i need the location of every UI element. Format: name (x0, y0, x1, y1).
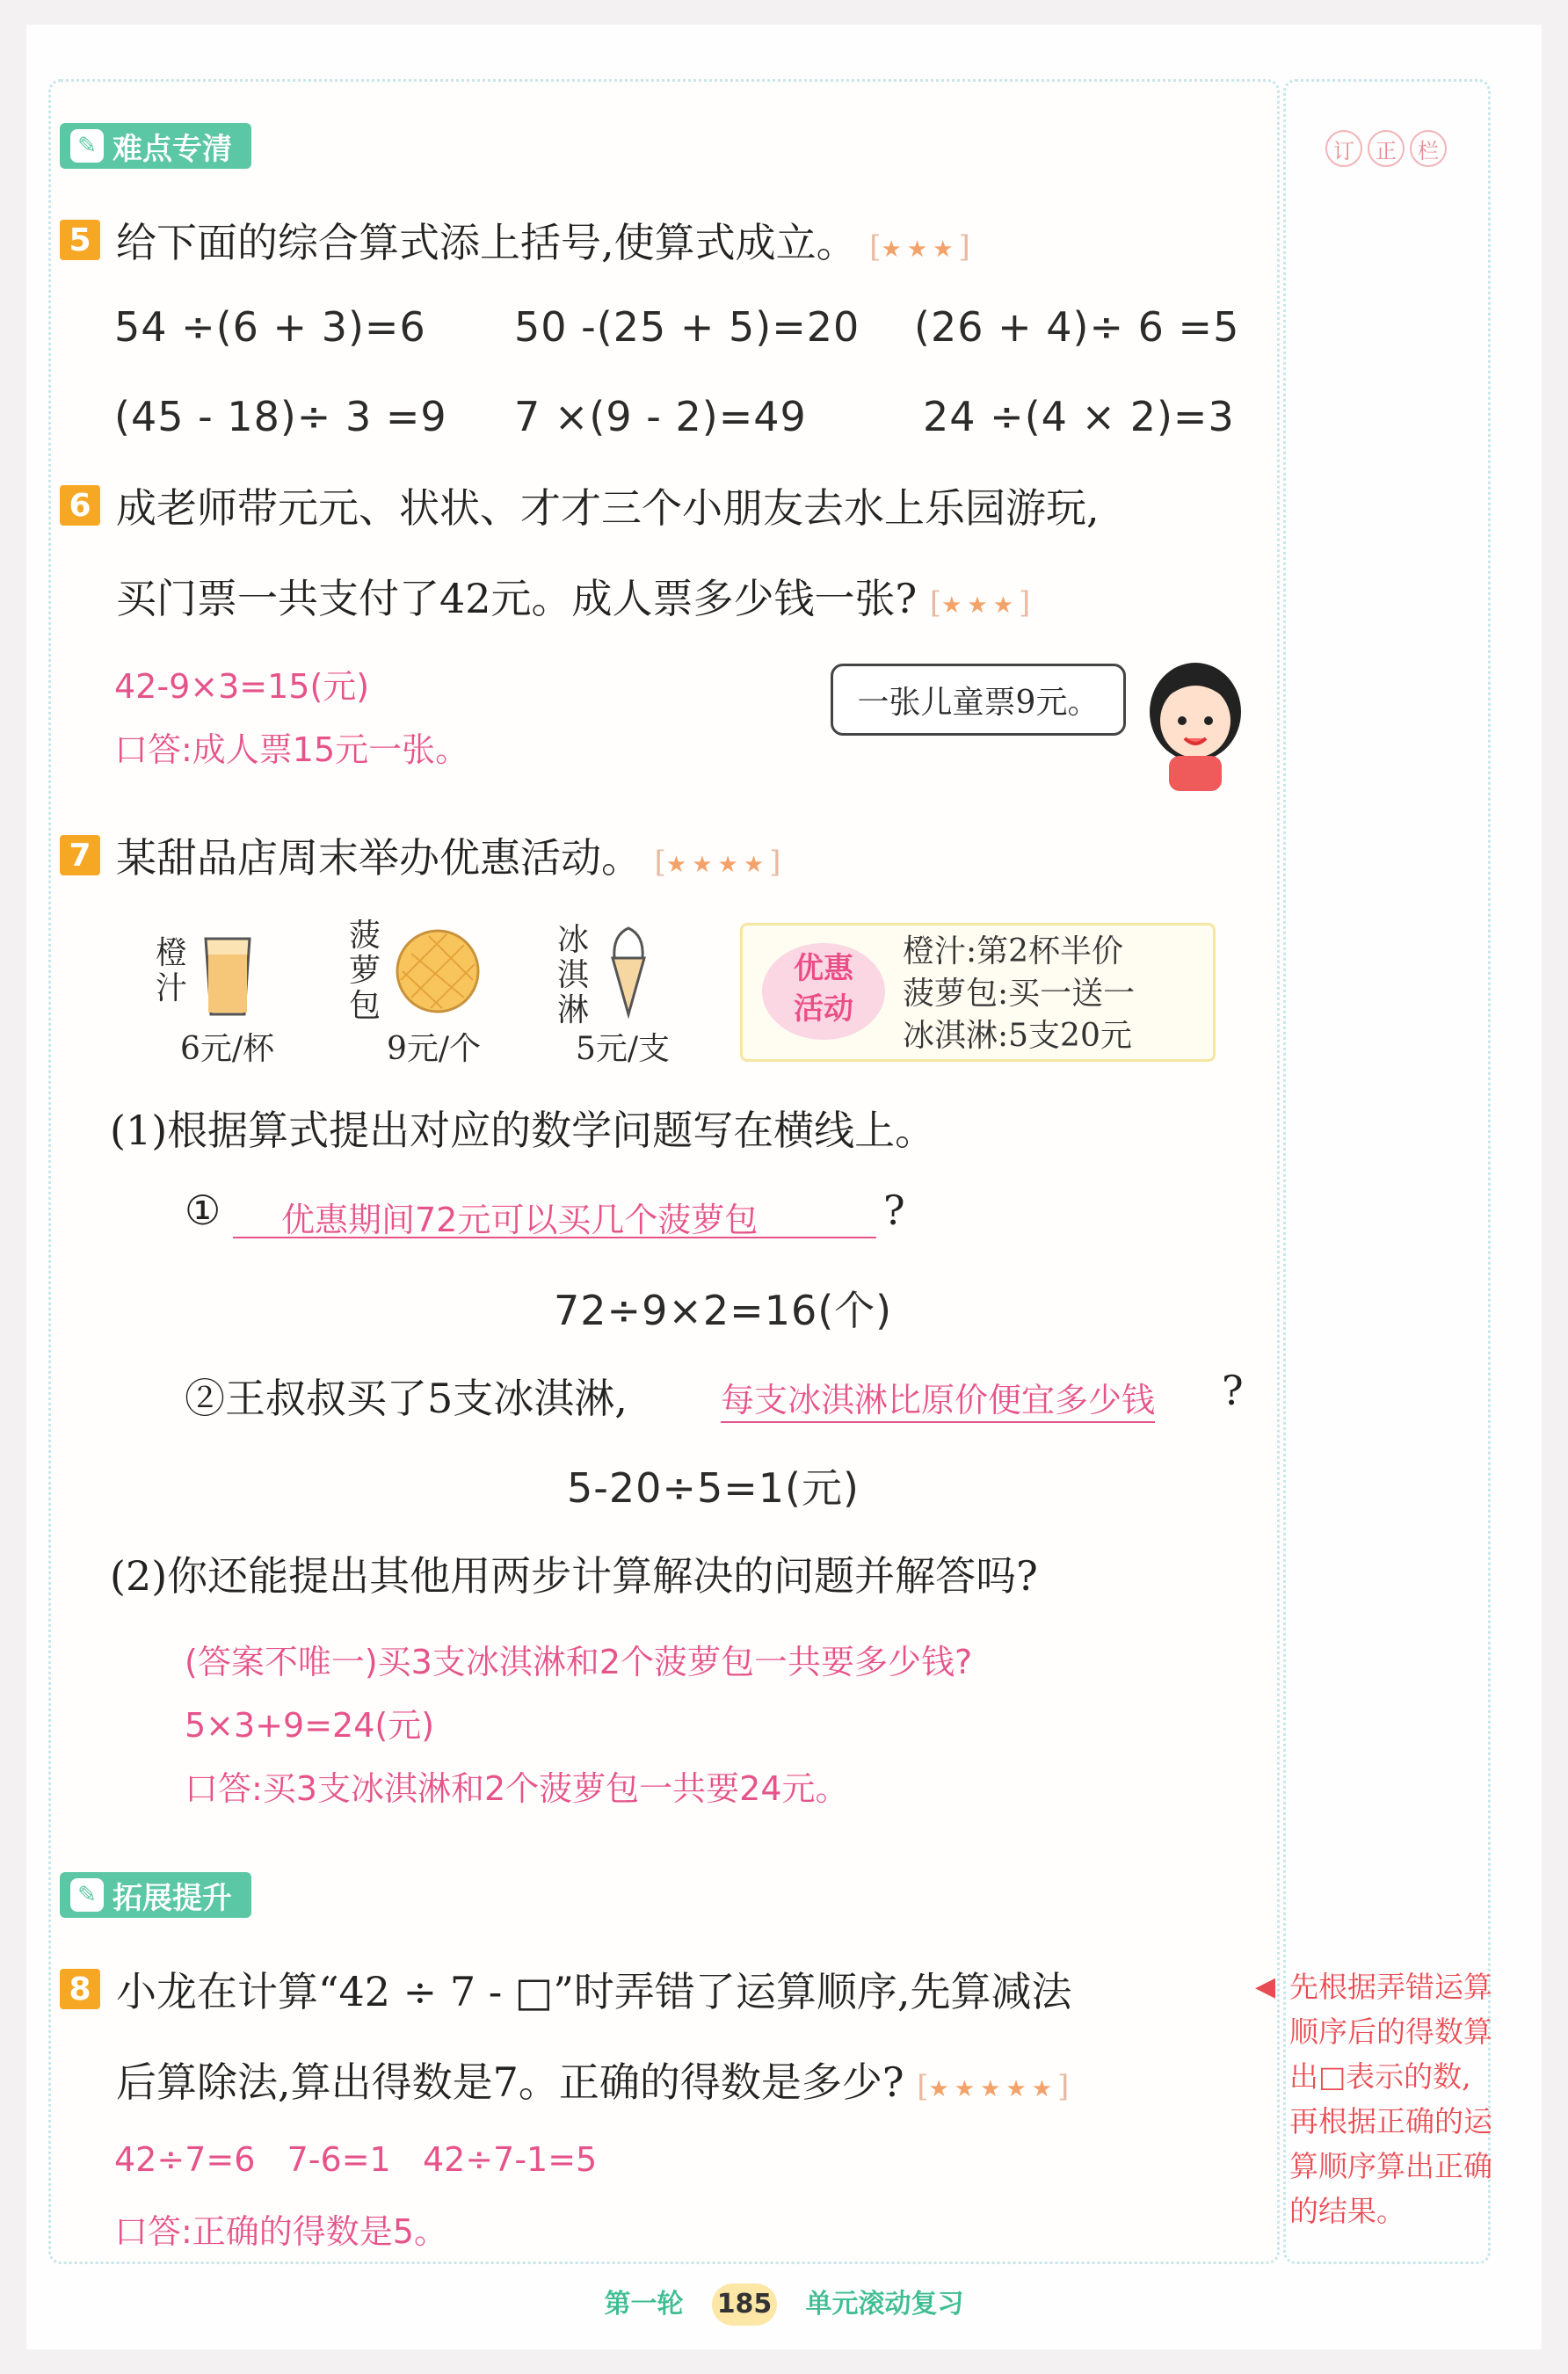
difficulty-stars: ★★★★★ (928, 2076, 1057, 2102)
answer-text: 口答:成人票15元一张。 (114, 730, 469, 769)
answer-text: 口答:正确的得数是5。 (114, 2212, 447, 2251)
item-price: 5元/支 (576, 1031, 671, 1067)
equation: 7 ×(9 - 2)=49 (514, 393, 807, 440)
question-8-line2-text: 后算除法,算出得数是7。正确的得数是多少? (116, 2058, 904, 2106)
equation: 24 ÷(4 × 2)=3 (923, 393, 1235, 440)
promotion-badge-line: 活动 (794, 991, 853, 1027)
pencil-icon: ✎ (70, 129, 104, 163)
item-price: 6元/杯 (180, 1031, 275, 1067)
promotion-badge (762, 943, 885, 1040)
question-7-text: 某甜品店周末举办优惠活动。 [★★★★] (116, 834, 781, 882)
ice-cream-icon (602, 923, 655, 1020)
equation: (26 + 4)÷ 6 =5 (914, 303, 1240, 351)
subquestion-2-prefix: ②王叔叔买了5支冰淇淋, (185, 1375, 628, 1422)
footer-title: 单元滚动复习 (805, 2289, 964, 2320)
question-5-text: 给下面的综合算式添上括号,使算式成立。 (116, 219, 857, 266)
speech-bubble: 一张儿童票9元。 (831, 664, 1126, 736)
correction-column-frame (1283, 79, 1491, 2264)
pineapple-bun-icon (394, 927, 482, 1015)
section-tag-extend (60, 1872, 251, 1918)
section-tag-label: 拓展提升 (113, 1880, 232, 1916)
equation: (45 - 18)÷ 3 =9 (114, 393, 447, 440)
subquestion-1: (1)根据算式提出对应的数学问题写在横线上。 (110, 1107, 936, 1154)
difficulty-stars: ★★★ (941, 592, 1020, 619)
question-mark: ? (1222, 1367, 1244, 1414)
answer-formula: 42-9×3=15(元) (114, 667, 370, 706)
answer-question: 优惠期间72元可以买几个菠萝包 (281, 1201, 759, 1239)
formula: 72÷9×2=16(个) (554, 1287, 893, 1334)
girl-illustration (1134, 650, 1257, 791)
promotion-lines (903, 931, 1135, 1057)
orange-juice-icon (200, 932, 255, 1020)
item-name-pineapple-bun: 菠萝包 (348, 918, 381, 1024)
question-number: 6 (60, 485, 100, 526)
equation: 54 ÷(6 + 3)=6 (114, 303, 426, 351)
question-7-title: 某甜品店周末举办优惠活动。 (116, 834, 642, 882)
pencil-icon: ✎ (70, 1878, 104, 1912)
difficulty-stars: ★★★ (881, 236, 959, 263)
arrow-left-icon: ◀ (1255, 1971, 1276, 2002)
question-text: 给下面的综合算式添上括号,使算式成立。 [★★★] (116, 219, 970, 266)
difficulty-stars: ★★★★ (665, 852, 770, 878)
correction-char: 正 (1368, 130, 1405, 167)
question-number: 8 (60, 1969, 100, 2009)
question-8-line2: 后算除法,算出得数是7。正确的得数是多少? [★★★★★] (116, 2058, 1070, 2106)
answer-formula: 42÷7=6 7-6=1 42÷7-1=5 (114, 2140, 598, 2179)
answer-question: 每支冰淇淋比原价便宜多少钱 (721, 1373, 1155, 1423)
hint-note: 先根据弄错运算顺序后的得数算出□表示的数,再根据正确的运算顺序算出正确的结果。 (1289, 1970, 1492, 2228)
correction-column-title (1325, 130, 1447, 167)
correction-char: 栏 (1410, 130, 1447, 167)
correction-char: 订 (1325, 130, 1362, 167)
section-tag-difficult (60, 123, 251, 169)
item-name-ice-cream: 冰淇淋 (556, 922, 589, 1028)
promotion-badge-line: 优惠 (794, 951, 853, 986)
equation: 50 -(25 + 5)=20 (514, 303, 860, 351)
subquestion-2: (2)你还能提出其他用两步计算解决的问题并解答吗? (110, 1552, 1038, 1600)
question-6-line2-text: 买门票一共支付了42元。成人票多少钱一张? (116, 575, 918, 622)
promotion-line: 冰淇淋:5支20元 (903, 1018, 1132, 1054)
answer-question: (答案不唯一)买3支冰淇淋和2个菠萝包一共要多少钱? (185, 1643, 973, 1681)
page-footer (0, 2282, 1568, 2326)
question-number: 7 (60, 835, 100, 875)
formula: 5-20÷5=1(元) (567, 1464, 860, 1512)
item-name-orange-juice: 橙汁 (155, 935, 187, 1006)
question-6-line2: 买门票一共支付了42元。成人票多少钱一张? [★★★] (116, 575, 1031, 622)
answer-text: 口答:买3支冰淇淋和2个菠萝包一共要24元。 (185, 1769, 849, 1808)
item-price: 9元/个 (387, 1031, 482, 1067)
answer-formula: 5×3+9=24(元) (185, 1706, 435, 1745)
question-mark: ? (883, 1187, 905, 1234)
promotion-line: 菠萝包:买一送一 (903, 976, 1136, 1012)
footer-round: 第一轮 (604, 2289, 684, 2320)
promotion-box (740, 923, 1216, 1062)
question-number: 5 (60, 220, 100, 260)
question-6-line1: 成老师带元元、状状、才才三个小朋友去水上乐园游玩, (116, 484, 1100, 532)
page-number: 185 (712, 2283, 777, 2326)
circled-one: ① (185, 1187, 221, 1234)
question-8-line1: 小龙在计算“42 ÷ 7 - □”时弄错了运算顺序,先算减法 (116, 1968, 1072, 2015)
promotion-line: 橙汁:第2杯半价 (903, 933, 1124, 969)
section-tag-label: 难点专清 (113, 131, 232, 167)
